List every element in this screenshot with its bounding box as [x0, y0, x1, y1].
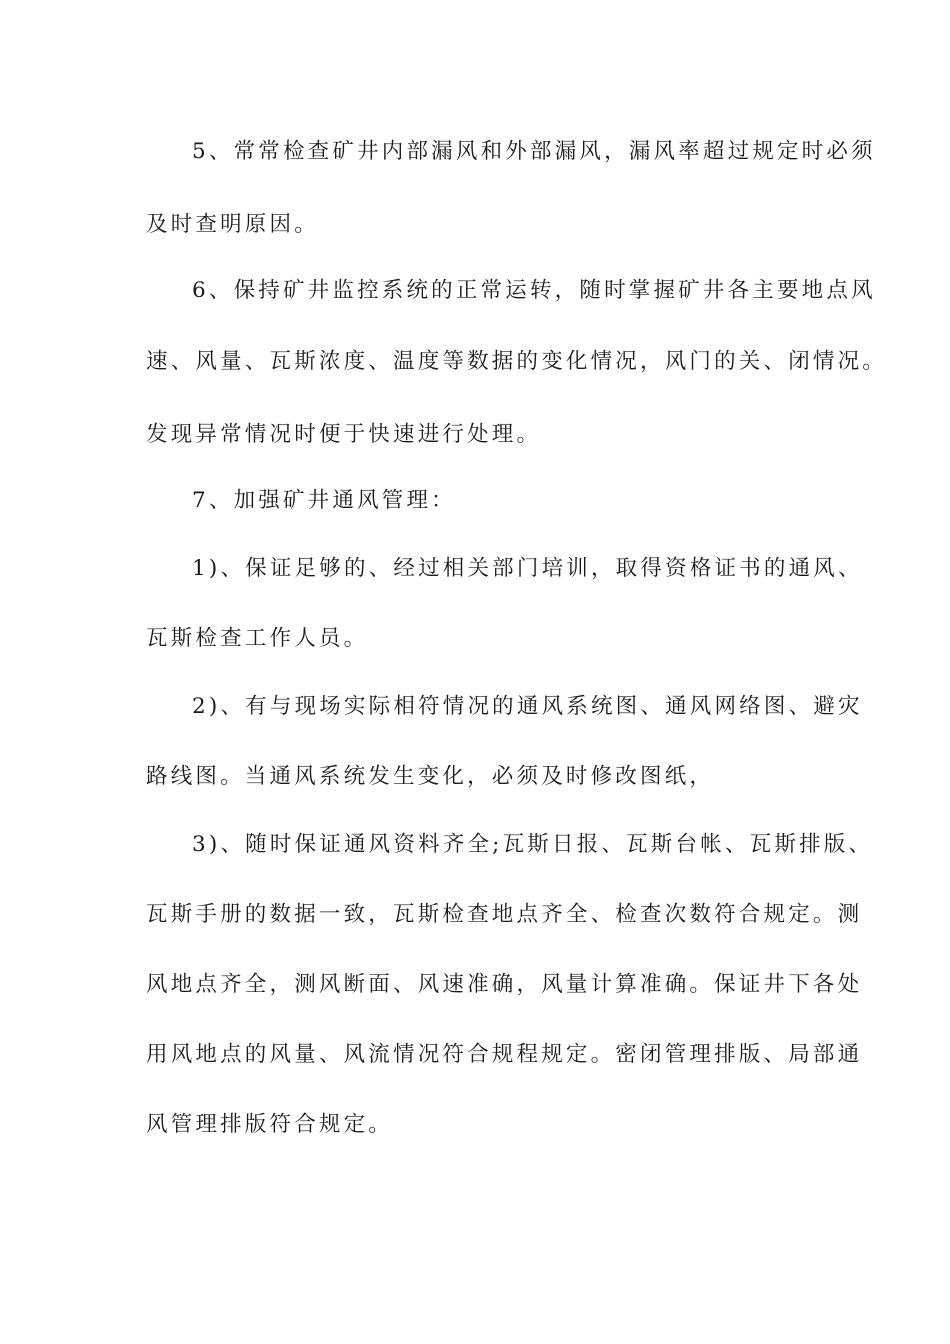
paragraph-5-line-2: 及时查明原因。	[146, 212, 319, 237]
paragraph-6-line-2: 速、风量、瓦斯浓度、温度等数据的变化情况，风门的关、闭情况。	[146, 349, 888, 374]
item-3-line-5: 风管理排版符合规定。	[146, 1112, 394, 1137]
item-1-line-1: 1)、保证足够的、经过相关部门培训，取得资格证书的通风、	[192, 556, 863, 581]
paragraph-6-line-1: 6、保持矿井监控系统的正常运转，随时掌握矿井各主要地点风	[192, 278, 876, 303]
item-1-line-2: 瓦斯检查工作人员。	[146, 626, 369, 651]
item-3-line-2: 瓦斯手册的数据一致，瓦斯检查地点齐全、检查次数符合规定。测	[146, 902, 863, 927]
paragraph-5-line-1: 5、常常检查矿井内部漏风和外部漏风，漏风率超过规定时必须	[192, 139, 876, 164]
item-3-line-4: 用风地点的风量、风流情况符合规程规定。密闭管理排版、局部通	[146, 1042, 863, 1067]
item-3-line-3: 风地点齐全，测风断面、风速准确，风量计算准确。保证井下各处	[146, 972, 863, 997]
paragraph-7-heading: 7、加强矿井通风管理：	[192, 488, 456, 513]
item-2-line-2: 路线图。当通风系统发生变化，必须及时修改图纸，	[146, 764, 715, 789]
item-2-line-1: 2)、有与现场实际相符情况的通风系统图、通风网络图、避灾	[192, 694, 863, 719]
item-3-line-1: 3)、随时保证通风资料齐全;瓦斯日报、瓦斯台帐、瓦斯排版、	[192, 832, 874, 857]
paragraph-6-line-3: 发现异常情况时便于快速进行处理。	[146, 422, 542, 447]
